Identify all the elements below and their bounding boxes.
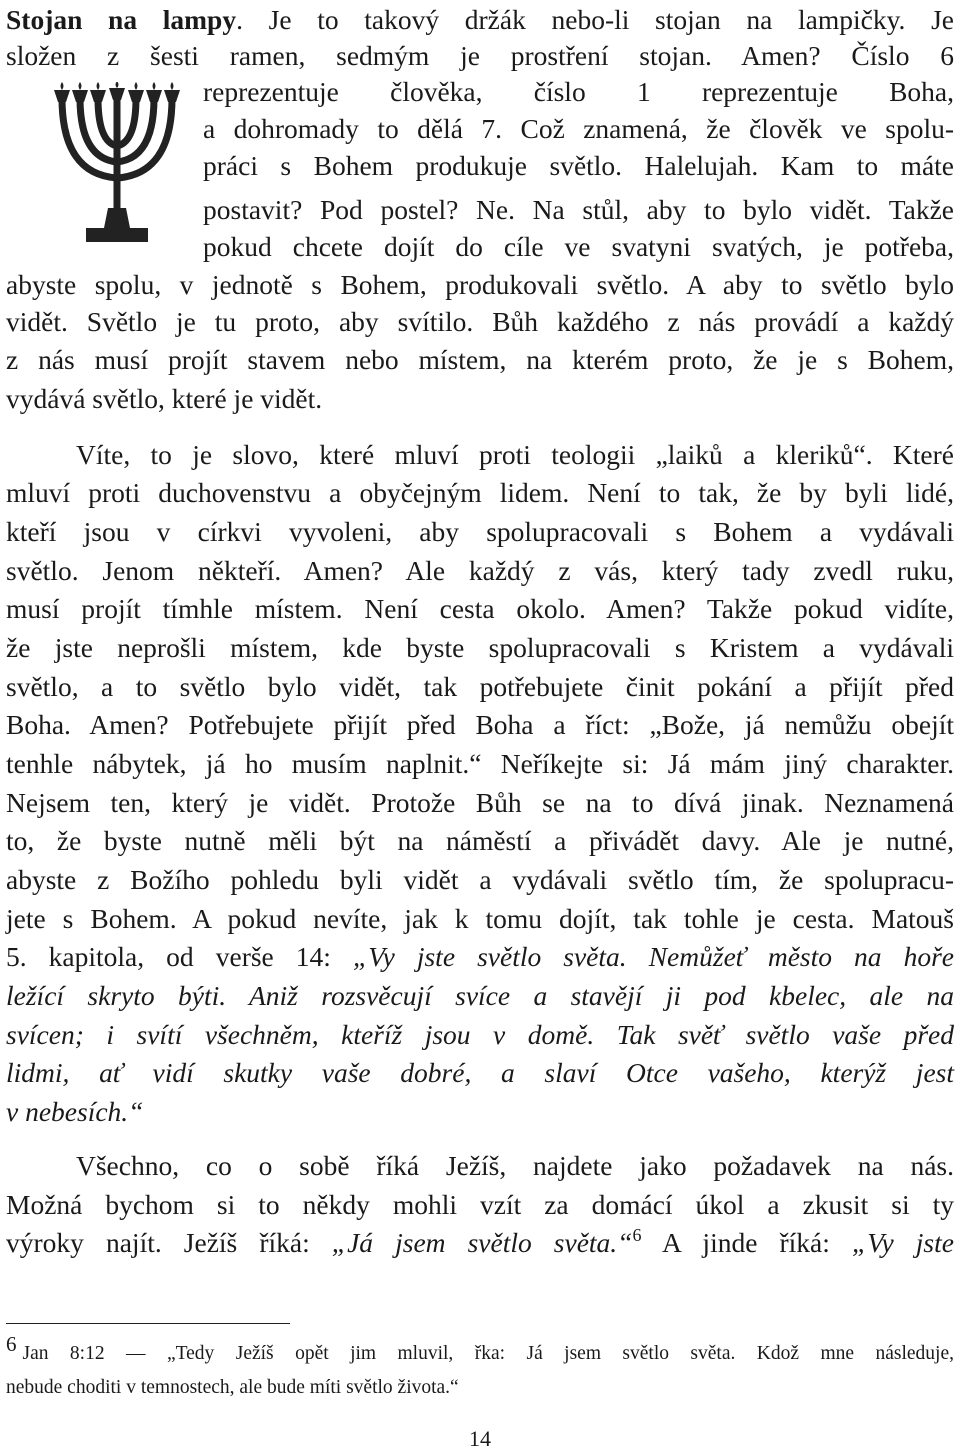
footnote-separator xyxy=(6,1323,290,1324)
text-run: reprezentuje člověka, číslo 1 reprezentuje Boha, xyxy=(203,76,954,107)
text-run: Takže xyxy=(888,194,954,225)
text-run: složen z šesti ramen, sedmým je prostření stojan. Amen? Číslo 6 xyxy=(6,40,954,71)
text-run: výroky najít. Ježíš říká: xyxy=(6,1227,332,1258)
text-line xyxy=(203,229,954,265)
text-line xyxy=(6,381,954,417)
text-run: práci s Bohem produkuje světlo. Halelujah. Kam to máte xyxy=(203,150,954,181)
quote-run: „Já jsem světlo světa.“ xyxy=(331,1227,633,1258)
text-run: a dohromady to dělá 7. Což znamená, že člověk ve spolu- xyxy=(203,113,954,144)
text-line xyxy=(6,707,954,743)
text-line xyxy=(6,746,954,782)
text-line xyxy=(6,1148,954,1184)
text-run: abyste spolu, v jednotě s Bohem, produkovali světlo. A aby to světlo bylo xyxy=(6,269,954,300)
text-run: Možná bychom si to někdy mohli vzít za domácí úkol a zkusit si ty xyxy=(6,1189,954,1220)
text-line xyxy=(6,553,954,589)
text-line xyxy=(6,514,954,550)
text-run: vydává světlo, které je vidět. xyxy=(6,383,323,414)
quote-run: lidmi, ať vidí skutky vaše dobré, a slaví Otce vašeho, kterýž jest xyxy=(6,1057,954,1088)
text-run: světlo. Jenom někteří. Amen? Ale každý z vás, který tady zvedl ruku, xyxy=(6,555,954,586)
text-line xyxy=(6,939,954,975)
text-run: . Je to takový držák nebo-li stojan na lampičky. Je xyxy=(236,4,954,35)
footnote-line xyxy=(6,1332,954,1368)
text-line xyxy=(6,630,954,666)
text-run: Boha. Amen? Potřebujete přijít před Boha a říct: „Bože, já nemůžu obejít xyxy=(6,709,954,740)
text-line xyxy=(6,901,954,937)
text-run: A jinde říká: xyxy=(641,1227,852,1258)
text-line xyxy=(203,148,954,184)
text-line xyxy=(6,785,954,821)
text-run: Nejsem ten, který je vidět. Protože Bůh se na to dívá jinak. Neznamená xyxy=(6,787,954,818)
text-run: 5. kapitola, od verše 14: xyxy=(6,941,354,972)
text-line xyxy=(6,475,954,511)
text-run: Všechno, co o sobě říká Ježíš, najdete jako požadavek na nás. xyxy=(76,1150,954,1181)
text-run: postavit? Pod postel? Ne. Na stůl, aby to bylo vidět. xyxy=(203,194,872,225)
text-line xyxy=(6,1094,954,1130)
text-run: pokud chcete dojít do cíle ve svatyni svatých, je potřeba, xyxy=(203,231,954,262)
quote-run: „Vy jste xyxy=(851,1227,954,1258)
footnote-ref[interactable]: 6 xyxy=(632,1225,642,1245)
text-run: Víte, to je slovo, které mluví proti teologii „laiků a kleriků“. Které xyxy=(76,439,954,470)
bold-term: Stojan na lampy xyxy=(6,4,237,35)
footnote-text: nebude choditi v temnostech, ale bude míti světlo života.“ xyxy=(6,1377,459,1398)
page-number: 14 xyxy=(469,1426,491,1451)
text-run: kteří jsou v církvi vyvoleni, aby spolupracovali s Bohem a vydávali xyxy=(6,516,954,547)
text-line xyxy=(6,267,954,303)
text-line xyxy=(203,74,954,110)
text-run: tenhle nábytek, já ho musím naplnit.“ Neříkejte si: Já mám jiný charakter. xyxy=(6,748,954,779)
text-line xyxy=(6,862,954,898)
text-line xyxy=(6,1055,954,1091)
text-run: vidět. Světlo je tu proto, aby svítilo. Bůh každého z nás provádí a každý xyxy=(6,306,954,337)
quote-run: „Vy jste světlo světa. Nemůžeť město na hoře xyxy=(353,941,955,972)
text-run: musí projít tímhle místem. Není cesta okolo. Amen? Takže pokud vidíte, xyxy=(6,593,954,624)
quote-run: ležící skryto býti. Aniž rozsvěcují svíce a stavějí ji pod kbelec, ale na xyxy=(6,980,954,1011)
text-run: že jste neprošli místem, kde byste spolupracovali s Kristem a vydávali xyxy=(6,632,954,663)
text-line xyxy=(203,111,954,147)
text-run: z nás musí projít stavem nebo místem, na kterém proto, že je s Bohem, xyxy=(6,344,954,375)
text-line xyxy=(6,342,954,378)
footnote-text: Jan 8:12 — „Tedy Ježíš opět jim mluvil, řka: Já jsem světlo světa. Kdož mne následuje, xyxy=(22,1343,954,1364)
quote-run: v nebesích.“ xyxy=(6,1096,144,1127)
quote-run: svícen; i svítí všechněm, kteříž jsou v domě. Tak svěť světlo vaše před xyxy=(6,1019,954,1050)
footnote-number: 6 xyxy=(6,1332,17,1356)
text-line xyxy=(6,823,954,859)
text-run: abyste z Božího pohledu byli vidět a vydávali světlo tím, že spolupracu- xyxy=(6,864,954,895)
text-line xyxy=(6,2,954,38)
text-line xyxy=(203,192,954,228)
text-line xyxy=(6,304,954,340)
menorah-icon xyxy=(50,82,184,248)
text-line xyxy=(6,669,954,705)
footnote-line xyxy=(6,1374,954,1402)
text-run: jete s Bohem. A pokud nevíte, jak k tomu dojít, tak tohle je cesta. Matouš xyxy=(6,903,954,934)
text-line xyxy=(6,591,954,627)
text-line xyxy=(6,437,954,473)
text-line xyxy=(6,1225,954,1261)
text-run: to, že byste nutně měli být na náměstí a přivádět davy. Ale je nutné, xyxy=(6,825,954,856)
text-line xyxy=(6,1017,954,1053)
text-run: světlo, a to světlo bylo vidět, tak potřebujete činit pokání a přijít před xyxy=(6,671,954,702)
text-run: mluví proti duchovenstvu a obyčejným lidem. Není to tak, že by byli lidé, xyxy=(6,477,954,508)
text-line xyxy=(6,38,954,74)
text-line xyxy=(6,978,954,1014)
text-line xyxy=(6,1187,954,1223)
